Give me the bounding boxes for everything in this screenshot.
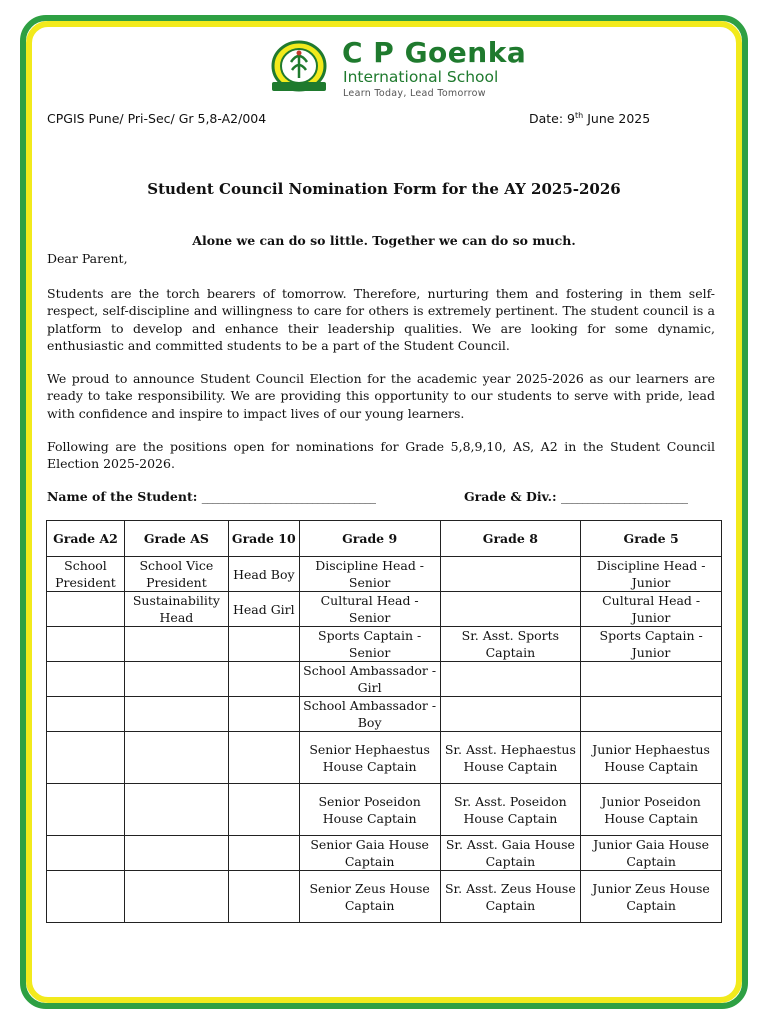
table-cell xyxy=(47,836,125,871)
form-title: Student Council Nomination Form for the AY 2025-2026 xyxy=(147,180,621,198)
table-cell: Cultural Head - Senior xyxy=(299,592,440,627)
table-cell xyxy=(440,557,581,592)
reference-number: CPGIS Pune/ Pri-Sec/ Gr 5,8-A2/004 xyxy=(47,111,267,126)
table-cell xyxy=(47,784,125,836)
grade-div-label: Grade & Div.: xyxy=(464,489,557,504)
table-cell: Sustainability Head xyxy=(124,592,228,627)
table-cell: Junior Poseidon House Captain xyxy=(581,784,722,836)
table-row xyxy=(47,662,722,697)
student-name-label: Name of the Student: xyxy=(47,489,198,504)
table-cell: Junior Zeus House Captain xyxy=(581,871,722,923)
table-row xyxy=(47,784,722,836)
paragraph-positions: Following are the positions open for nominations for Grade 5,8,9,10, AS, A2 in the Student Council Election 2025-2026. xyxy=(47,439,715,472)
motto-quote: Alone we can do so little. Together we can do so much. xyxy=(192,233,576,248)
school-name: C P Goenka xyxy=(342,36,527,69)
table-cell: Discipline Head - Senior xyxy=(299,557,440,592)
table-cell: Sr. Asst. Zeus House Captain xyxy=(440,871,581,923)
table-cell xyxy=(124,784,228,836)
table-cell xyxy=(47,732,125,784)
school-tagline: Learn Today, Lead Tomorrow xyxy=(343,88,486,99)
paragraph-intro: Students are the torch bearers of tomorrow. Therefore, nurturing them and fostering in them self-respect, self-discipline and willingness to care for others is extremely pertinent. The student council is a platform to develop and enhance their leadership qualities. We are looking for some dynamic, enthusiastic and committed students to be a part of the Student Council. xyxy=(47,286,715,353)
table-cell xyxy=(581,697,722,732)
table-cell xyxy=(228,697,299,732)
table-cell xyxy=(124,871,228,923)
table-header-cell: Grade 8 xyxy=(440,521,581,557)
table-cell: Junior Hephaestus House Captain xyxy=(581,732,722,784)
table-cell xyxy=(440,592,581,627)
table-cell xyxy=(228,732,299,784)
school-emblem-icon xyxy=(264,40,334,96)
table-cell xyxy=(124,627,228,662)
table-cell: Senior Gaia House Captain xyxy=(299,836,440,871)
student-name-field[interactable] xyxy=(47,489,375,504)
table-cell xyxy=(124,836,228,871)
table-cell: Sr. Asst. Sports Captain xyxy=(440,627,581,662)
table-cell: Junior Gaia House Captain xyxy=(581,836,722,871)
table-cell xyxy=(47,662,125,697)
table-cell xyxy=(47,592,125,627)
table-cell xyxy=(228,627,299,662)
table-row xyxy=(47,627,722,662)
greeting: Dear Parent, xyxy=(47,251,128,266)
table-cell: School President xyxy=(47,557,125,592)
table-cell xyxy=(581,662,722,697)
paragraph-announcement: We proud to announce Student Council Election for the academic year 2025-2026 as our learners are ready to take responsibility. We are providing this opportunity to our students to serve with pride, lead with confidence and inspire to impact lives of our young learners. xyxy=(47,371,715,421)
table-cell: Discipline Head - Junior xyxy=(581,557,722,592)
table-header-cell: Grade 10 xyxy=(228,521,299,557)
table-cell: School Ambassador - Girl xyxy=(299,662,440,697)
table-header-cell: Grade 9 xyxy=(299,521,440,557)
positions-table xyxy=(46,520,722,923)
table-cell xyxy=(47,871,125,923)
table-cell xyxy=(440,697,581,732)
table-row xyxy=(47,836,722,871)
table-cell: Senior Hephaestus House Captain xyxy=(299,732,440,784)
table-header-cell: Grade A2 xyxy=(47,521,125,557)
table-cell xyxy=(228,784,299,836)
student-name-line[interactable]: _________________________________ xyxy=(201,489,375,504)
table-cell: Cultural Head - Junior xyxy=(581,592,722,627)
table-row xyxy=(47,732,722,784)
table-cell: Sports Captain - Junior xyxy=(581,627,722,662)
grade-div-field[interactable] xyxy=(464,489,687,504)
grade-div-line[interactable]: ________________________ xyxy=(560,489,687,504)
table-cell: Head Girl xyxy=(228,592,299,627)
school-logo xyxy=(262,36,527,100)
table-cell xyxy=(47,697,125,732)
table-cell xyxy=(124,662,228,697)
table-cell: Sr. Asst. Gaia House Captain xyxy=(440,836,581,871)
table-cell: Head Boy xyxy=(228,557,299,592)
table-cell: School Ambassador - Boy xyxy=(299,697,440,732)
table-cell: School Vice President xyxy=(124,557,228,592)
table-cell xyxy=(228,836,299,871)
table-header-cell: Grade 5 xyxy=(581,521,722,557)
table-cell: Senior Poseidon House Captain xyxy=(299,784,440,836)
table-cell: Sports Captain - Senior xyxy=(299,627,440,662)
school-subtitle: International School xyxy=(343,68,499,86)
table-row xyxy=(47,557,722,592)
table-cell: Sr. Asst. Hephaestus House Captain xyxy=(440,732,581,784)
table-cell: Sr. Asst. Poseidon House Captain xyxy=(440,784,581,836)
table-header-row xyxy=(47,521,722,557)
table-row xyxy=(47,871,722,923)
table-cell: Senior Zeus House Captain xyxy=(299,871,440,923)
table-row xyxy=(47,592,722,627)
table-cell xyxy=(47,627,125,662)
table-cell xyxy=(228,662,299,697)
document-date: Date: 9th June 2025 xyxy=(529,111,651,127)
table-cell xyxy=(124,732,228,784)
table-row xyxy=(47,697,722,732)
table-cell xyxy=(440,662,581,697)
table-cell xyxy=(228,871,299,923)
table-cell xyxy=(124,697,228,732)
table-header-cell: Grade AS xyxy=(124,521,228,557)
